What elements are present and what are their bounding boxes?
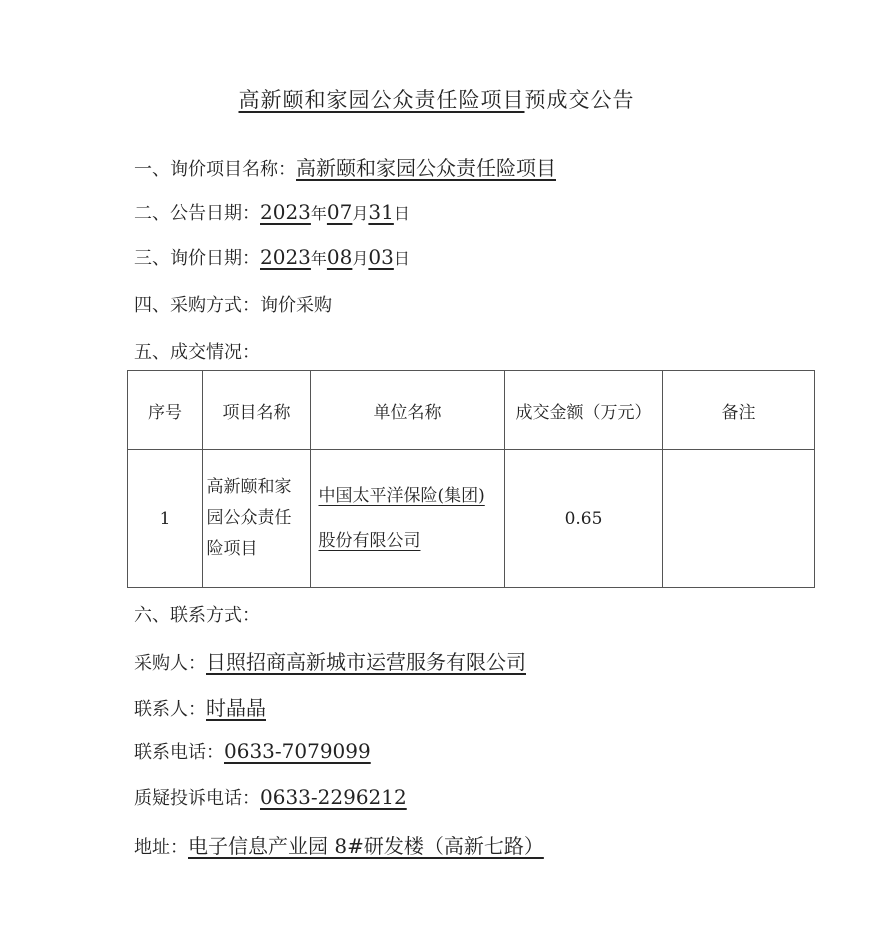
cell-amount: 0.65 [505,450,663,588]
project-name-value: 高新颐和家园公众责任险项目 [296,156,556,180]
phone-value: 0633-7079099 [224,739,371,763]
header-project: 项目名称 [203,371,311,450]
section-label: 五、成交情况： [134,342,260,363]
header-note: 备注 [663,371,815,450]
title-project-name: 高新颐和家园公众责任险项目 [238,88,525,112]
year-unit: 年 [310,249,327,268]
table-header-row [128,371,815,450]
section-inquiry-date [134,244,410,270]
section-contact [134,601,260,627]
section-label: 三、询价日期： [134,248,260,269]
announce-month: 07 [326,200,353,224]
announce-year: 2023 [260,200,311,224]
day-unit: 日 [393,204,410,223]
title-suffix: 预成交公告 [524,88,635,112]
phone-label: 联系电话： [134,742,224,763]
procurement-method-value: 询价采购 [260,295,332,316]
contact-person [134,692,266,721]
section-result [134,338,260,364]
section-label: 六、联系方式： [134,605,260,626]
address-value: 电子信息产业园 8#研发楼（高新七路） [188,834,544,858]
page-title [0,84,873,114]
section-procurement-method [134,291,332,317]
contact-address [134,830,544,859]
contact-buyer [134,646,526,675]
header-unit: 单位名称 [311,371,505,450]
year-unit: 年 [310,204,327,223]
result-table [127,370,815,588]
person-value: 时晶晶 [206,696,266,720]
month-unit: 月 [352,204,369,223]
cell-unit [311,450,505,588]
complaint-label: 质疑投诉电话： [134,788,260,809]
section-label: 二、公告日期： [134,203,260,224]
cell-unit-text: 中国太平洋保险(集团)股份有限公司 [318,485,485,551]
announce-day: 31 [368,200,394,224]
cell-project-text: 高新颐和家园公众责任险项目 [206,477,292,559]
month-unit: 月 [352,249,369,268]
day-unit: 日 [393,249,410,268]
cell-no: 1 [128,450,203,588]
buyer-label: 采购人： [134,653,206,674]
contact-complaint-phone [134,784,407,810]
inquiry-year: 2023 [260,245,311,269]
complaint-value: 0633-2296212 [260,785,407,809]
header-amount: 成交金额（万元） [505,371,663,450]
cell-note [663,450,815,588]
buyer-value: 日照招商高新城市运营服务有限公司 [206,650,526,674]
contact-phone [134,738,371,764]
section-announce-date [134,199,410,225]
address-label: 地址： [134,837,188,858]
section-project-name [134,152,556,181]
table-row [128,450,815,588]
inquiry-day: 03 [368,245,394,269]
person-label: 联系人： [134,699,206,720]
section-label: 一、询价项目名称： [134,159,296,180]
header-no: 序号 [128,371,203,450]
section-label: 四、采购方式： [134,295,260,316]
cell-project [203,450,311,588]
inquiry-month: 08 [326,245,353,269]
